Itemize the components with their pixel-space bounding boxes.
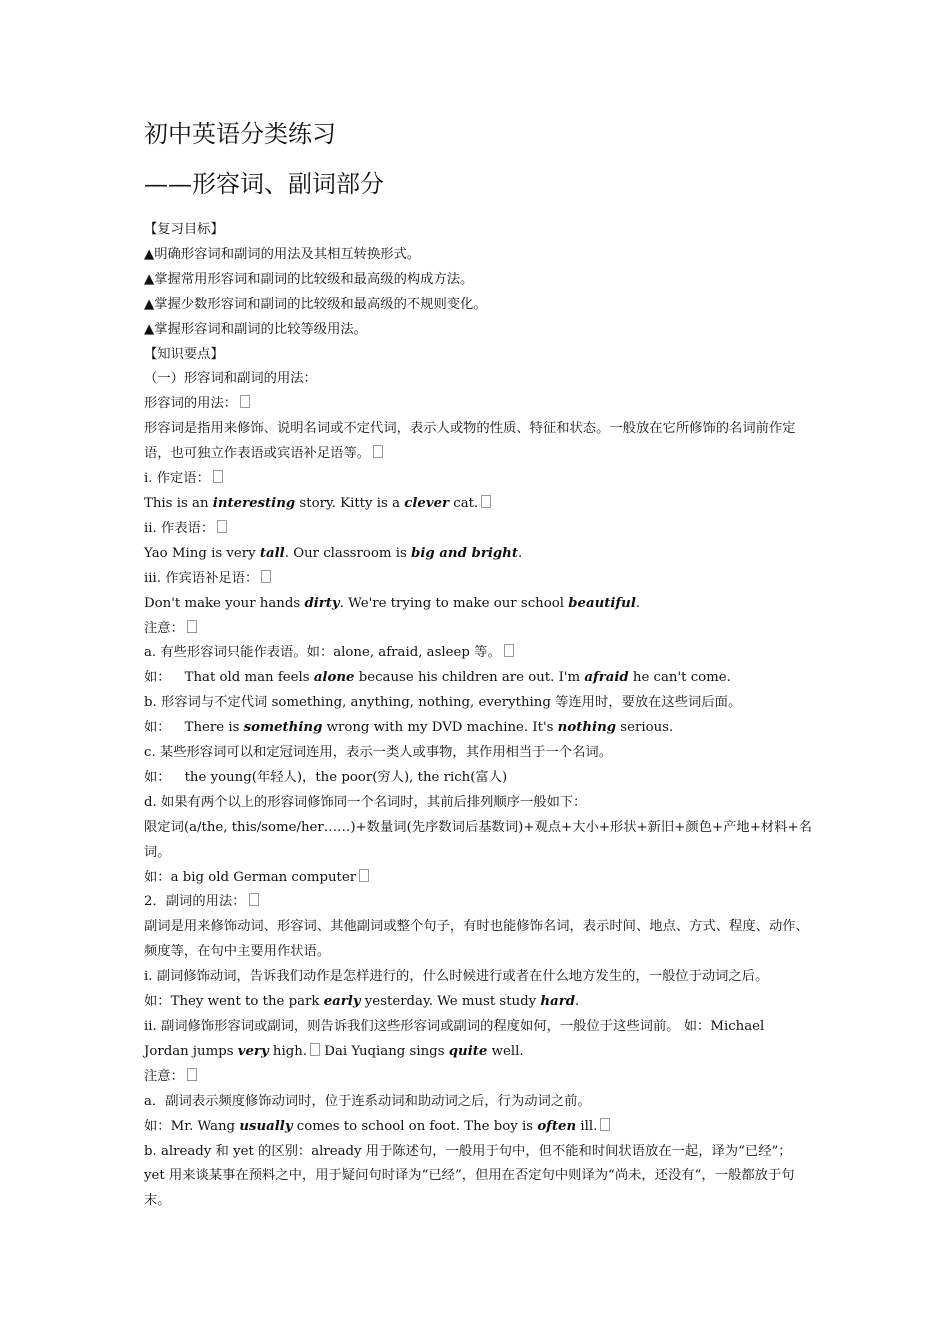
list-item: ▲掌握少数形容词和副词的比较级和最高级的不规则变化。 — [144, 296, 487, 312]
paragraph: b. 形容词与不定代词 something, anything, nothing, everything 等连用时，要放在这些词后面。 — [144, 695, 742, 711]
paragraph: 2．副词的用法： — [144, 890, 812, 915]
example-sentence: 如： There is something wrong with my DVD machine. It's nothing serious. — [144, 720, 674, 736]
paragraph: c. 某些形容词可以和定冠词连用，表示一类人或事物，其作用相当于一个名词。 — [144, 745, 612, 761]
example-sentence: 如：They went to the park early yesterday. We must study hard. — [144, 994, 580, 1010]
placeholder-box-icon — [373, 445, 383, 458]
example-sentence: 如： That old man feels alone because his children are out. I'm afraid he can't come. — [144, 670, 731, 686]
list-item: ▲明确形容词和副词的用法及其相互转换形式。 — [144, 246, 421, 262]
placeholder-box-icon — [504, 644, 514, 657]
placeholder-box-icon — [359, 869, 369, 882]
document-title: 初中英语分类练习 — [144, 120, 336, 148]
placeholder-box-icon — [310, 1043, 320, 1056]
paragraph: b. already 和 yet 的区别：already 用于陈述句，一般用于句中，但不能和时间状语放在一起，译为“已经”；yet 用来谈某事在预料之中，用于疑问句时译为“已经”，但用在否定句中则译为“尚未，还没有”，一般都放于句末。 — [144, 1143, 795, 1209]
paragraph: i. 副词修饰动词，告诉我们动作是怎样进行的，什么时候进行或者在什么地方发生的，一般位于动词之后。 — [144, 969, 769, 985]
example-sentence: This is an interesting story. Kitty is a clever cat. — [144, 492, 812, 517]
placeholder-box-icon — [249, 893, 259, 906]
section-heading: 【复习目标】 — [144, 222, 224, 237]
paragraph: 注意： — [144, 1065, 812, 1090]
section-heading: 【知识要点】 — [144, 346, 224, 362]
example-sentence: Don't make your hands dirty. We're trying to make our school beautiful. — [144, 595, 641, 611]
placeholder-box-icon — [481, 495, 491, 508]
paragraph: d. 如果有两个以上的形容词修饰同一个名词时，其前后排列顺序一般如下： — [144, 794, 587, 810]
paragraph: a．副词表示频度修饰动词时，位于连系动词和助动词之后，行为动词之前。 — [144, 1093, 591, 1109]
paragraph: 形容词的用法： — [144, 392, 812, 417]
placeholder-box-icon — [187, 1068, 197, 1081]
document-subtitle: ——形容词、副词部分 — [144, 170, 384, 198]
list-item: ▲掌握常用形容词和副词的比较级和最高级的构成方法。 — [144, 271, 474, 287]
placeholder-box-icon — [217, 520, 227, 533]
example-sentence: 如：a big old German computer — [144, 866, 812, 891]
placeholder-box-icon — [213, 470, 223, 483]
example-sentence: 如： the young(年轻人)，the poor(穷人), the rich(富人) — [144, 769, 508, 785]
placeholder-box-icon — [187, 620, 197, 633]
paragraph: 限定词(a/the, this/some/her……)+数量词(先序数词后基数词)+观点+大小+形状+新旧+颜色+产地+材料+名词。 — [144, 819, 812, 860]
paragraph: 注意： — [144, 617, 812, 642]
example-sentence: Yao Ming is very tall. Our classroom is big and bright. — [144, 545, 523, 561]
paragraph: i. 作定语： — [144, 467, 812, 492]
paragraph: （一）形容词和副词的用法： — [144, 371, 317, 387]
list-item: ▲掌握形容词和副词的比较等级用法。 — [144, 321, 367, 337]
example-sentence: 如：Mr. Wang usually comes to school on foot. The boy is often ill. — [144, 1115, 812, 1140]
paragraph: 形容词是指用来修饰、说明名词或不定代词，表示人或物的性质、特征和状态。一般放在它所修饰的名词前作定语，也可独立作表语或宾语补足语等。 — [144, 421, 796, 462]
placeholder-box-icon — [600, 1118, 610, 1131]
paragraph: ii. 作表语： — [144, 517, 812, 542]
paragraph: 副词是用来修饰动词、形容词、其他副词或整个句子，有时也能修饰名词，表示时间、地点、方式、程度、动作、频度等，在句中主要用作状语。 — [144, 919, 809, 960]
placeholder-box-icon — [240, 395, 250, 408]
placeholder-box-icon — [261, 570, 271, 583]
document-body — [144, 218, 812, 1214]
paragraph: a. 有些形容词只能作表语。如：alone, afraid, asleep 等。 — [144, 641, 812, 666]
paragraph: iii. 作宾语补足语： — [144, 567, 812, 592]
paragraph: ii. 副词修饰形容词或副词，则告诉我们这些形容词或副词的程度如何，一般位于这些词前。 如：Michael Jordan jumps very high. Dai Yuqiang sings quite well. — [144, 1019, 765, 1059]
